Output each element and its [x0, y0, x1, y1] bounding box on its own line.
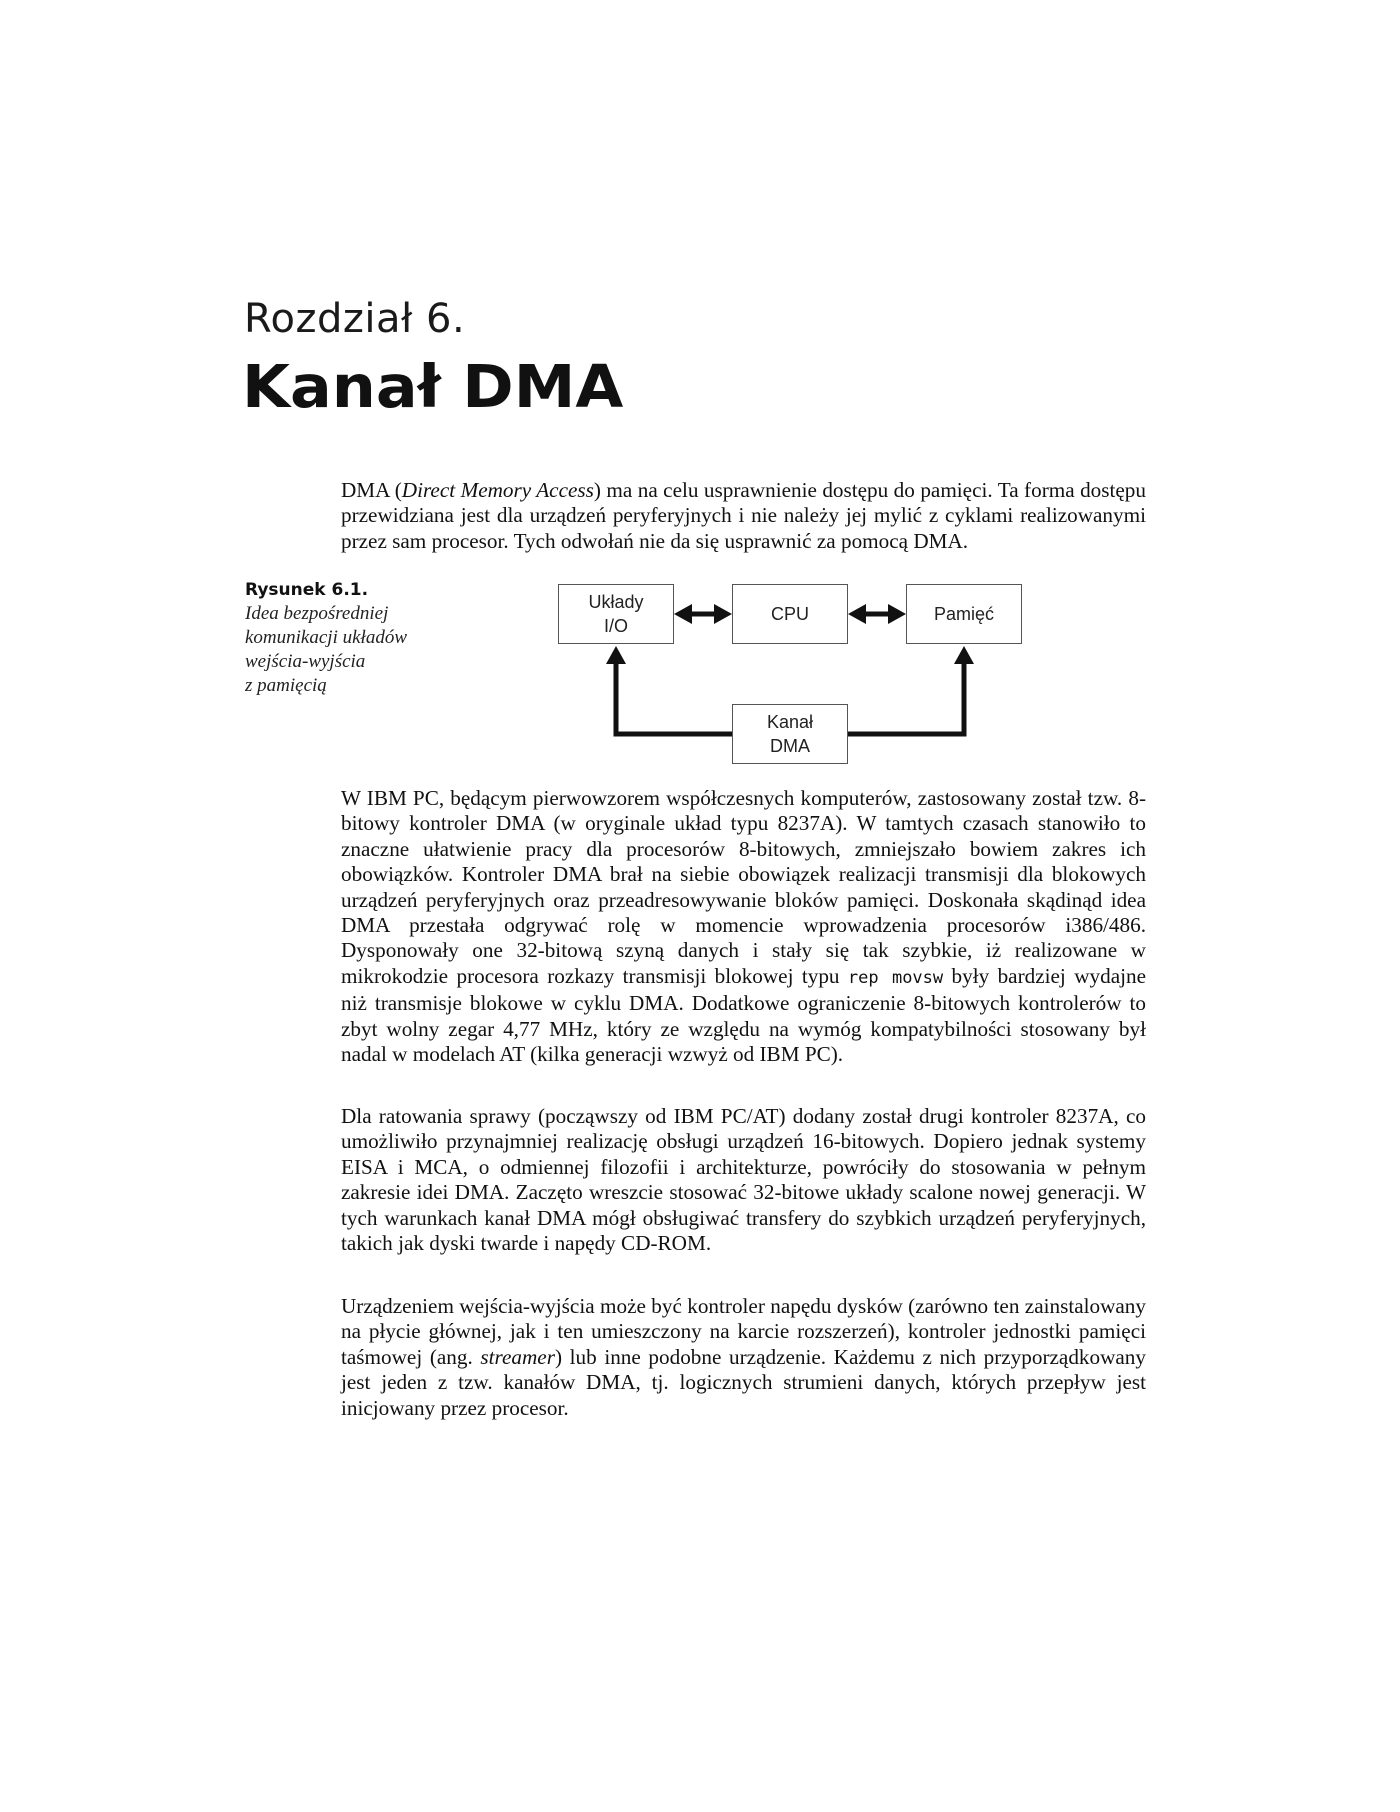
- body-paragraph-2: Dla ratowania sprawy (począwszy od IBM PC/AT) dodany został drugi kontroler 8237A, co umożliwiło przynajmniej realizację obsługi urządzeń 16-bitowych. Dopiero jednak systemy EISA i MCA, o odmiennej filozofii i architekturze, powróciły do stosowania w pełnym zakresie idei DMA. Zaczęto wreszcie stosować 32-bitowe układy scalone nowej generacji. W tych warunkach kanał DMA mógł obsługiwać transfery do szybkich urządzeń peryferyjnych, takich jak dyski twarde i napędy CD-ROM.: [341, 1104, 1146, 1256]
- memory-box: Pamięć: [906, 584, 1022, 644]
- code-snippet: rep movsw: [847, 967, 944, 988]
- arrow-dma-io: [606, 646, 732, 734]
- paragraph-text-post: ) lub inne podobne urządzenie. Każdemu z nich przyporządkowany jest jeden z tzw. kanałów DMA, tj. logicznych strumieni danych, których przepływ jest inicjowany przez procesor.: [341, 1344, 1146, 1420]
- streamer-term-italic: streamer: [480, 1344, 555, 1369]
- io-devices-box: Układy I/O: [558, 584, 674, 644]
- intro-term-italic: Direct Memory Access: [401, 478, 594, 502]
- chapter-label: Rozdział 6.: [244, 296, 466, 342]
- chapter-title: Kanał DMA: [242, 352, 624, 421]
- paragraph-text-pre: Urządzeniem wejścia-wyjścia może być kontroler napędu dysków (zarówno ten zainstalowany na płycie głównej, jak i ten umieszczony na karcie rozszerzeń), kontroler jednostki pamięci taśmowej (ang.: [341, 1294, 1146, 1369]
- intro-text-pre: DMA (: [341, 478, 402, 502]
- figure-caption: [245, 580, 445, 698]
- paragraph-text-pre: W IBM PC, będącym pierwowzorem współczesnych komputerów, zastosowany został tzw. 8-bitowy kontroler DMA (w oryginale układ typu 8237A). W tamtych czasach stanowiło to znaczne ułatwienie pracy dla procesorów 8-bitowych, zmniejszało bowiem zakres ich obowiązków. Kontroler DMA brał na siebie obowiązek realizacji transmisji dla blokowych urządzeń peryferyjnych oraz przeadresowywanie bloków pamięci. Doskonała skądinąd idea DMA przestała odgrywać rolę w momencie wprowadzenia procesorów i386/486. Dysponowały one 32-bitową szyną danych i stały się tak szybkie, iż realizowane w mikrokodzie procesora rozkazy transmisji blokowej typu: [341, 786, 1146, 988]
- body-paragraph-1: [341, 786, 1146, 1067]
- arrow-dma-memory: [848, 646, 974, 734]
- arrow-io-cpu: [674, 604, 732, 624]
- figure-description: Idea bezpośredniej komunikacji układów wejścia-wyjścia z pamięcią: [245, 603, 407, 696]
- figure-label: Rysunek 6.1.: [245, 580, 369, 600]
- intro-paragraph: [341, 478, 1146, 554]
- body-paragraph-3: [341, 1294, 1146, 1421]
- dma-channel-box: Kanał DMA: [732, 704, 848, 764]
- arrow-cpu-memory: [848, 604, 906, 624]
- cpu-box: CPU: [732, 584, 848, 644]
- paragraph-text-post: były bardziej wydajne niż transmisje blokowe w cyklu DMA. Dodatkowe ograniczenie 8-bitowych kontrolerów to zbyt wolny zegar 4,77 MHz, który ze względu na wymóg kompatybilności stosowany był nadal w modelach AT (kilka generacji wzwyż od IBM PC).: [341, 963, 1146, 1067]
- intro-text-post: ) ma na celu usprawnienie dostępu do pamięci. Ta forma dostępu przewidziana jest dla urządzeń peryferyjnych i nie należy jej mylić z cyklami realizowanymi przez sam procesor. Tych odwołań nie da się usprawnić za pomocą DMA.: [341, 478, 1146, 553]
- dma-diagram: [540, 576, 1060, 776]
